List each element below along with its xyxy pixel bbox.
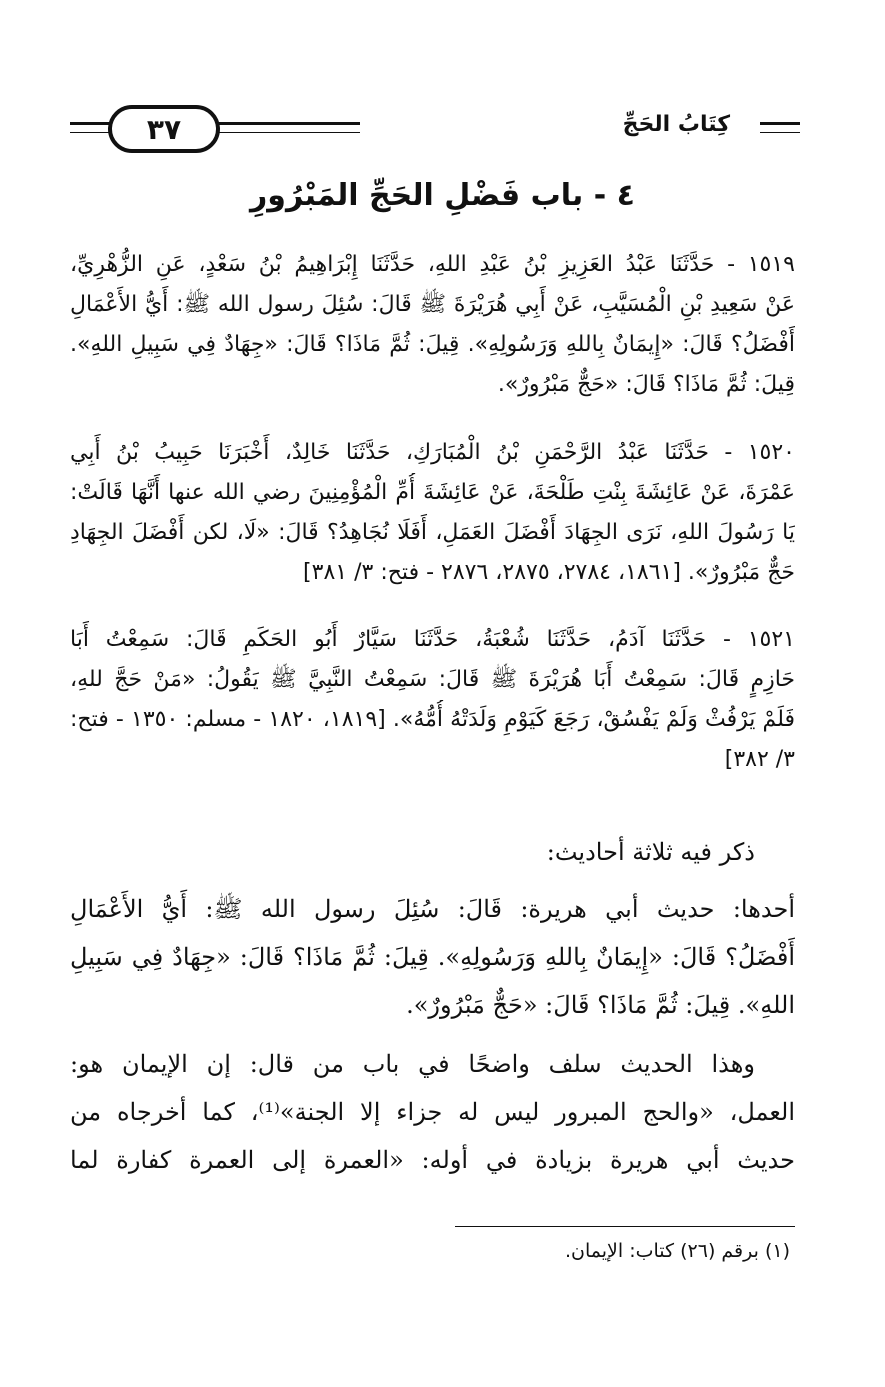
commentary-line: اللهِ». قِيلَ: ثُمَّ مَاذَا؟ قَالَ: «حَجٌّ مَبْرُورٌ». (406, 991, 795, 1019)
hadith-line: فَلَمْ يَرْفُثْ وَلَمْ يَفْسُقْ، رَجَعَ كَيَوْمِ وَلَدَتْهُ أُمُّهُ». [١٨١٩، ١٨٢٠ - مسلم: ١٣٥٠ - فتح: (70, 707, 795, 732)
hadith-1520 (70, 433, 795, 593)
header-rule-left-upper (70, 122, 110, 125)
header-rule-upper (218, 122, 360, 125)
hadith-line: حَازِمٍ قَالَ: سَمِعْتُ أَبَا هُرَيْرَةَ ﷺ قَالَ: سَمِعْتُ النَّبِيَّ ﷺ يَقُولُ: «مَنْ حَجَّ للهِ، (70, 667, 795, 692)
commentary-paragraph (70, 1040, 795, 1184)
page-header (70, 100, 800, 160)
hadith-1519 (70, 245, 795, 405)
commentary-intro (70, 828, 795, 876)
commentary-line: حديث أبي هريرة بزيادة في أوله: «العمرة إلى العمرة كفارة لما (70, 1146, 795, 1174)
hadith-line: حَجٌّ مَبْرُورٌ». [١٨٦١، ٢٧٨٤، ٢٨٧٥، ٢٨٧٦ - فتح: ٣/ ٣٨١] (303, 560, 795, 585)
header-rule-left-lower (70, 132, 110, 133)
commentary-line: وهذا الحديث سلف واضحًا في باب من قال: إن الإيمان هو: (70, 1050, 755, 1078)
hadith-line: ١٥٢١ - حَدَّثَنَا آدَمُ، حَدَّثَنَا شُعْبَةُ، حَدَّثَنَا سَيَّارٌ أَبُو الحَكَمِ قَالَ: سَمِعْتُ أَبَا (70, 627, 795, 652)
hadith-line: قِيلَ: ثُمَّ مَاذَا؟ قَالَ: «حَجٌّ مَبْرُورٌ». (497, 372, 795, 397)
hadith-1521 (70, 620, 795, 780)
header-rule-lower (218, 132, 360, 133)
hadith-line: عَنْ سَعِيدِ بْنِ الْمُسَيَّبِ، عَنْ أَبِي هُرَيْرَةَ ﷺ قَالَ: سُئِلَ رسول الله ﷺ: أَيُّ الأَعْمَالِ (70, 292, 795, 317)
commentary-line: العمل، «والحج المبرور ليس له جزاء إلا الجنة»⁽¹⁾، كما أخرجاه من (70, 1098, 795, 1126)
commentary-line: أحدها: حديث أبي هريرة: قَالَ: سُئِلَ رسول الله ﷺ: أَيُّ الأَعْمَالِ (70, 895, 795, 923)
commentary-first-hadith (70, 885, 795, 1029)
hadith-line: ١٥٢٠ - حَدَّثَنَا عَبْدُ الرَّحْمَنِ بْنُ الْمُبَارَكِ، حَدَّثَنَا خَالِدٌ، أَخْبَرَنَا حَبِيبُ بْنُ أَبِي (70, 440, 795, 465)
header-rule-right-upper (760, 122, 800, 125)
footnote-separator (455, 1226, 795, 1227)
hadith-line: ٣/ ٣٨٢] (724, 747, 795, 772)
chapter-title: ٤ - باب فَضْلِ الحَجِّ المَبْرُورِ (250, 178, 635, 213)
footnote: (١) برقم (٢٦) كتاب: الإيمان. (565, 1240, 790, 1262)
commentary-line: ذكر فيه ثلاثة أحاديث: (546, 838, 755, 866)
page-number: ٣٧ (108, 105, 220, 153)
hadith-line: يَا رَسُولَ اللهِ، نَرَى الجِهَادَ أَفْضَلَ العَمَلِ، أَفَلَا نُجَاهِدُ؟ قَالَ: «لَا، لكن أَفْضَلَ الجِهَادِ (70, 520, 795, 545)
header-rule-right-lower (760, 132, 800, 133)
hadith-line: أَفْضَلُ؟ قَالَ: «إِيمَانٌ بِاللهِ وَرَسُولِهِ». قِيلَ: ثُمَّ مَاذَا؟ قَالَ: «جِهَادٌ فِي سَبِيلِ اللهِ». (70, 332, 795, 357)
running-title: كِتَابُ الحَجِّ (622, 112, 730, 137)
commentary-line: أَفْضَلُ؟ قَالَ: «إِيمَانٌ بِاللهِ وَرَسُولِهِ». قِيلَ: ثُمَّ مَاذَا؟ قَالَ: «جِهَادٌ فِي سَبِيلِ (70, 943, 795, 971)
hadith-line: ١٥١٩ - حَدَّثَنَا عَبْدُ العَزِيزِ بْنُ عَبْدِ اللهِ، حَدَّثَنَا إِبْرَاهِيمُ بْنُ سَعْدٍ، عَنِ الزُّهْرِيِّ، (70, 252, 795, 277)
hadith-line: عَمْرَةَ، عَنْ عَائِشَةَ بِنْتِ طَلْحَةَ، عَنْ عَائِشَةَ أُمِّ الْمُؤْمِنِينَ رضي الله عنها أَنَّهَا قَالَتْ: (70, 480, 795, 505)
